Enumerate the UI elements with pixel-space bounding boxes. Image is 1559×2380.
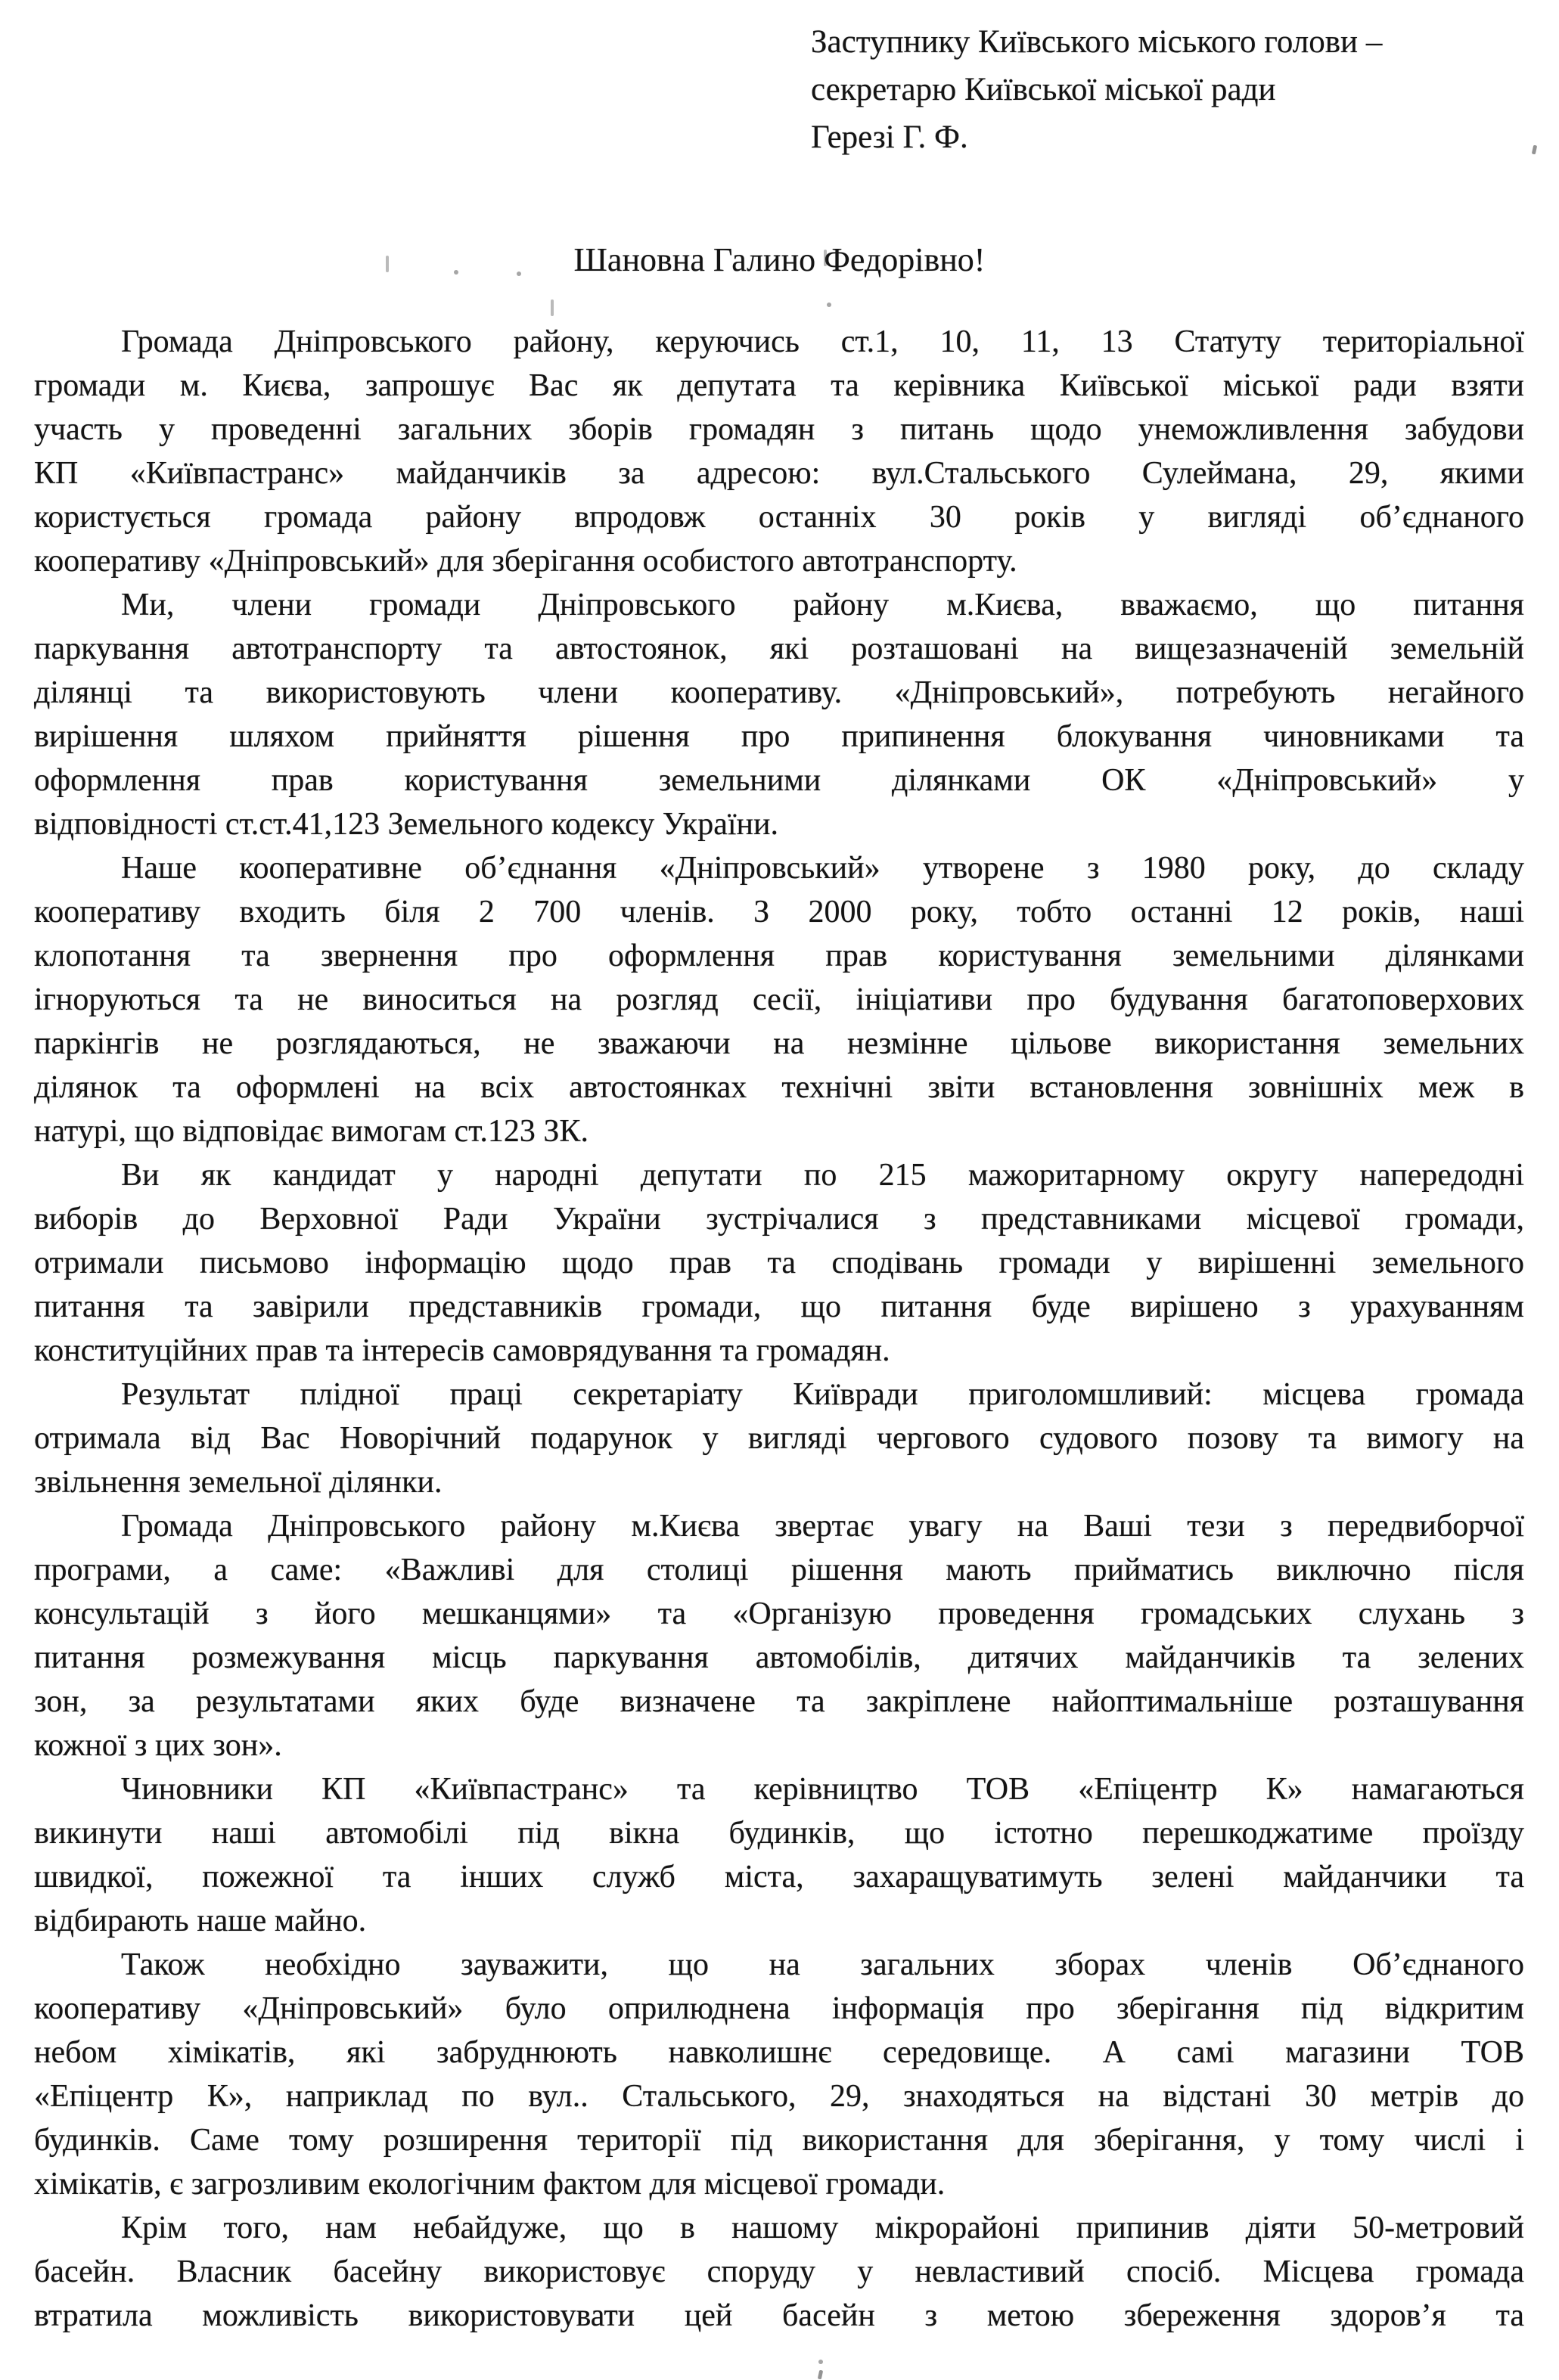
text-line: швидкої, пожежної та інших служб міста, захаращуватимуть зелені майданчики та (34, 1860, 1524, 1894)
text-line: конституційних прав та інтересів самоврядування та громадян. (34, 1333, 890, 1368)
text-line: виборів до Верховної Ради України зустрічалися з представниками місцевої громади, (34, 1202, 1524, 1237)
scan-artifact (551, 299, 554, 316)
text-line: вирішення шляхом прийняття рішення про припинення блокування чиновниками та (34, 719, 1524, 754)
text-line: ділянок та оформлені на всіх автостоянках технічні звіти встановлення зовнішніх меж в (34, 1070, 1524, 1105)
text-line: будинків. Саме тому розширення території під використання для зберігання, у тому числі і (34, 2123, 1524, 2158)
text-line: зон, за результатами яких буде визначене та закріплене найоптимальніше розташування (34, 1684, 1524, 1719)
text-line: клопотання та звернення про оформлення прав користування земельними ділянками (34, 939, 1524, 973)
text-line: КП «Київпастранс» майданчиків за адресою: вул.Стальського Сулеймана, 29, якими (34, 456, 1524, 491)
paragraph (34, 1767, 1524, 1943)
text-line: басейн. Власник басейну використовує споруду у невластивий спосіб. Місцева громада (34, 2254, 1524, 2289)
salutation: Шановна Галино Федорівно! (573, 241, 986, 278)
text-line: «Епіцентр К», наприклад по вул.. Стальського, 29, знаходяться на відстані 30 метрів до (34, 2079, 1524, 2114)
scan-artifact (454, 270, 458, 275)
paragraph (34, 846, 1524, 1153)
text-line: відбирають наше майно. (34, 1904, 367, 1938)
text-line: хімікатів, є загрозливим екологічним фактом для місцевої громади. (34, 2167, 946, 2202)
text-line: відповідності ст.ст.41,123 Земельного кодексу України. (34, 807, 778, 842)
text-line: кожної з цих зон». (34, 1728, 282, 1763)
paragraph (34, 1943, 1524, 2206)
recipient-block (811, 18, 1382, 161)
paragraph (34, 1153, 1524, 1373)
text-line: Також необхідно зауважити, що на загальних зборах членів Об’єднаного (121, 1947, 1524, 1982)
text-line: кооперативу «Дніпровський» для зберігання особистого автотранспорту. (34, 544, 1017, 579)
text-line: кооперативу «Дніпровський» було оприлюднена інформація про зберігання під відкритим (34, 1991, 1524, 2026)
paragraph (34, 2206, 1524, 2338)
scan-artifact (824, 250, 827, 266)
scan-artifact (818, 2370, 823, 2380)
text-line: звільнення земельної ділянки. (34, 1465, 443, 1500)
text-line: Ми, члени громади Дніпровського району м.Києва, вважаємо, що питання (121, 588, 1524, 622)
paragraph (34, 583, 1524, 846)
text-line: Чиновники КП «Київпастранс» та керівництво ТОВ «Епіцентр К» намагаються (121, 1772, 1524, 1807)
text-line: паркування автотранспорту та автостоянок, які розташовані на вищезазначеній земельній (34, 631, 1524, 666)
text-line: оформлення прав користування земельними ділянками ОК «Дніпровський» у (34, 763, 1524, 798)
text-line: Наше кооперативне об’єднання «Дніпровський» утворене з 1980 року, до складу (121, 851, 1524, 886)
text-line: кооперативу входить біля 2 700 членів. З 2000 року, тобто останні 12 років, наші (34, 895, 1524, 929)
scan-artifact (386, 256, 389, 272)
scan-artifact (818, 2360, 823, 2364)
text-line: натурі, що відповідає вимогам ст.123 ЗК. (34, 1114, 589, 1149)
text-line: громади м. Києва, запрошує Вас як депутата та керівника Київської міської ради взяти (34, 368, 1524, 403)
paragraph (34, 320, 1524, 583)
scan-artifact (517, 272, 521, 276)
text-line: Громада Дніпровського району м.Києва звертає увагу на Ваші тези з передвиборчої (121, 1509, 1524, 1544)
recipient-line: секретарю Київської міської ради (811, 72, 1276, 107)
letter-body (34, 320, 1524, 2338)
text-line: ділянці та використовують члени кооперативу. «Дніпровський», потребують негайного (34, 675, 1524, 710)
text-line: Крім того, нам небайдуже, що в нашому мікрорайоні припинив діяти 50-метровий (121, 2211, 1524, 2245)
text-line: паркінгів не розглядаються, не зважаючи на незмінне цільове використання земельних (34, 1026, 1524, 1061)
text-line: питання та завірили представників громади, що питання буде вирішено з урахуванням (34, 1289, 1524, 1324)
text-line: втратила можливість використовувати цей басейн з метою збереження здоров’я та (34, 2298, 1524, 2333)
text-line: Результат плідної праці секретаріату Київради приголомшливий: місцева громада (121, 1377, 1524, 1412)
text-line: викинути наші автомобілі під вікна будинків, що істотно перешкоджатиме проїзду (34, 1816, 1524, 1851)
paragraph (34, 1373, 1524, 1504)
text-line: небом хімікатів, які забруднюють навколишнє середовище. А самі магазини ТОВ (34, 2035, 1524, 2070)
text-line: участь у проведенні загальних зборів громадян з питань щодо унеможливлення забудови (34, 412, 1524, 447)
paragraph (34, 1504, 1524, 1767)
text-line: ігноруються та не виноситься на розгляд сесії, ініціативи про будування багатоповерхових (34, 982, 1524, 1017)
text-line: отримали письмово інформацію щодо прав та сподівань громади у вирішенні земельного (34, 1246, 1524, 1280)
text-line: програми, а саме: «Важливі для столиці рішення мають прийматись виключно після (34, 1553, 1524, 1587)
scan-artifact (827, 303, 831, 307)
text-line: питання розмежування місць паркування автомобілів, дитячих майданчиків та зелених (34, 1640, 1524, 1675)
recipient-line: Герезі Г. Ф. (811, 119, 968, 155)
recipient-line: Заступнику Київського міського голови – (811, 24, 1383, 60)
text-line: консультацій з його мешканцями» та «Організую проведення громадських слухань з (34, 1596, 1524, 1631)
text-line: Ви як кандидат у народні депутати по 215 мажоритарному округу напередодні (121, 1158, 1524, 1193)
text-line: отримала від Вас Новорічний подарунок у вигляді чергового судового позову та вимогу на (34, 1421, 1524, 1456)
scan-artifact (1532, 145, 1537, 155)
text-line: користується громада району впродовж останніх 30 років у вигляді об’єднаного (34, 500, 1524, 535)
text-line: Громада Дніпровського району, керуючись ст.1, 10, 11, 13 Статуту територіальної (121, 324, 1524, 359)
